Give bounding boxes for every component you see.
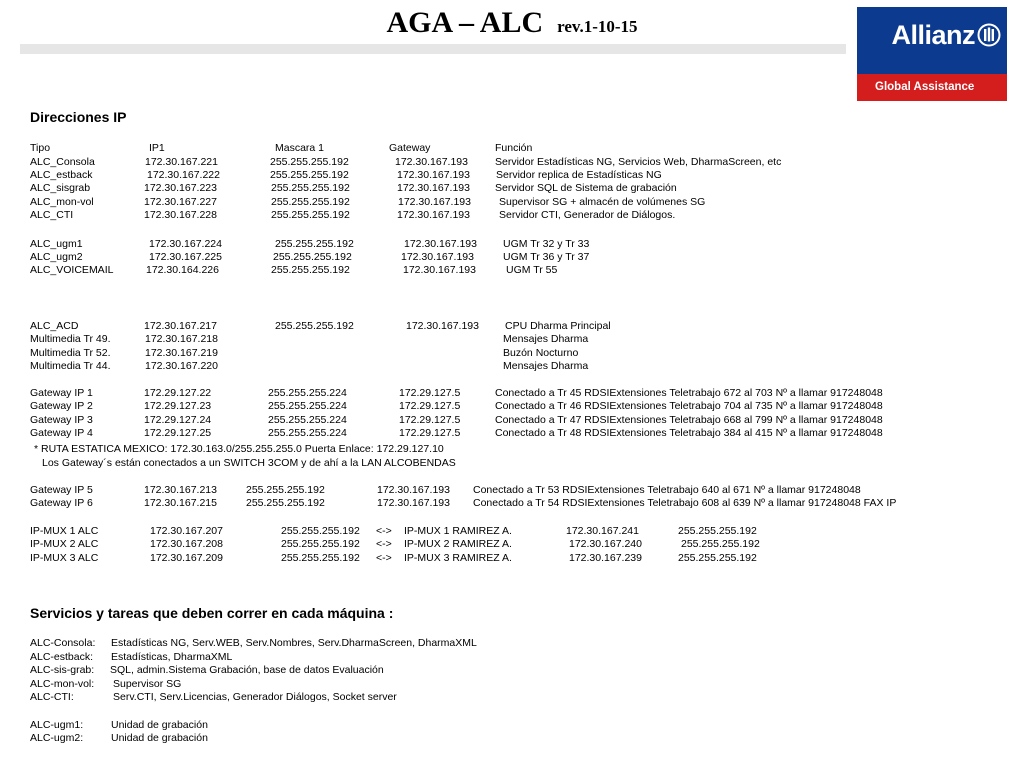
cell-funcion: UGM Tr 32 y Tr 33: [503, 238, 590, 250]
cell-mascara: 255.255.255.192: [246, 484, 325, 496]
mux-remote-mask: 255.255.255.192: [681, 538, 760, 550]
service-description: Supervisor SG: [113, 678, 182, 690]
mux-remote-mask: 255.255.255.192: [678, 552, 757, 564]
cell-gateway: 172.30.167.193: [377, 497, 450, 509]
mux-link-arrow: <->: [376, 538, 392, 550]
cell-gateway: 172.29.127.5: [399, 414, 461, 426]
cell-tipo: Gateway IP 6: [30, 497, 93, 509]
service-host-label: ALC-estback:: [30, 651, 94, 663]
service-host-label: ALC-CTI:: [30, 691, 74, 703]
cell-ip1: 172.30.167.228: [144, 209, 217, 221]
cell-ip1: 172.29.127.23: [144, 400, 212, 412]
cell-tipo: ALC_ugm1: [30, 238, 83, 250]
cell-mascara: 255.255.255.224: [268, 427, 347, 439]
column-header-mascara: Mascara 1: [275, 142, 325, 154]
cell-gateway: 172.29.127.5: [399, 400, 461, 412]
service-host-label: ALC-Consola:: [30, 637, 96, 649]
cell-mascara: 255.255.255.192: [270, 156, 349, 168]
cell-funcion: CPU Dharma Principal: [505, 320, 611, 332]
cell-ip1: 172.30.167.223: [144, 182, 217, 194]
mux-local-name: IP-MUX 1 ALC: [30, 525, 99, 537]
cell-tipo: Gateway IP 4: [30, 427, 93, 439]
service-description: Unidad de grabación: [111, 719, 208, 731]
cell-mascara: 255.255.255.224: [268, 400, 347, 412]
service-host-label: ALC-ugm1:: [30, 719, 84, 731]
service-host-label: ALC-ugm2:: [30, 732, 84, 744]
cell-funcion: Supervisor SG + almacén de volúmenes SG: [499, 196, 706, 208]
cell-tipo: ALC_mon-vol: [30, 196, 94, 208]
cell-funcion: UGM Tr 36 y Tr 37: [503, 251, 590, 263]
service-host-label: ALC-mon-vol:: [30, 678, 95, 690]
cell-tipo: ALC_CTI: [30, 209, 74, 221]
cell-gateway: 172.30.167.193: [397, 209, 470, 221]
cell-gateway: 172.30.167.193: [401, 251, 474, 263]
cell-mascara: 255.255.255.192: [246, 497, 325, 509]
cell-funcion: Mensajes Dharma: [503, 360, 589, 372]
cell-tipo: ALC_sisgrab: [30, 182, 91, 194]
title-main: AGA – ALC: [386, 6, 544, 39]
service-description: Serv.CTI, Serv.Licencias, Generador Diálogos, Socket server: [113, 691, 397, 703]
cell-mascara: 255.255.255.192: [271, 196, 350, 208]
cell-tipo: Gateway IP 1: [30, 387, 93, 399]
mux-remote-mask: 255.255.255.192: [678, 525, 757, 537]
mux-remote-name: IP-MUX 1 RAMIREZ A.: [404, 525, 512, 537]
cell-ip1: 172.30.167.222: [147, 169, 220, 181]
cell-ip1: 172.30.167.218: [145, 333, 218, 345]
cell-mascara: 255.255.255.192: [275, 238, 354, 250]
cell-ip1: 172.30.167.215: [144, 497, 217, 509]
mux-local-mask: 255.255.255.192: [281, 552, 360, 564]
cell-ip1: 172.30.167.225: [149, 251, 222, 263]
cell-funcion: Conectado a Tr 45 RDSIExtensiones Teletrabajo 672 al 703 Nº a llamar 917248048: [495, 387, 883, 399]
cell-tipo: Multimedia Tr 52.: [30, 347, 111, 359]
service-description: Estadísticas, DharmaXML: [111, 651, 233, 663]
cell-tipo: Multimedia Tr 44.: [30, 360, 111, 372]
cell-gateway: 172.30.167.193: [395, 156, 468, 168]
cell-funcion: Conectado a Tr 54 RDSIExtensiones Teletrabajo 608 al 639 Nº a llamar 917248048 FAX IP: [473, 497, 897, 509]
cell-gateway: 172.30.167.193: [397, 182, 470, 194]
mux-local-mask: 255.255.255.192: [281, 538, 360, 550]
mux-remote-ip: 172.30.167.239: [569, 552, 642, 564]
column-header-funcion: Función: [495, 142, 533, 154]
title-revision: rev.1-10-15: [557, 17, 638, 36]
cell-ip1: 172.30.167.227: [144, 196, 217, 208]
mux-remote-ip: 172.30.167.240: [569, 538, 642, 550]
section-heading-services: Servicios y tareas que deben correr en cada máquina :: [30, 605, 394, 621]
column-header-tipo: Tipo: [30, 142, 51, 154]
cell-mascara: 255.255.255.192: [271, 264, 350, 276]
cell-ip1: 172.30.167.219: [145, 347, 218, 359]
service-description: SQL, admin.Sistema Grabación, base de datos Evaluación: [110, 664, 384, 676]
section-heading-ip: Direcciones IP: [30, 109, 127, 125]
cell-funcion: Conectado a Tr 46 RDSIExtensiones Teletrabajo 704 al 735 Nº a llamar 917248048: [495, 400, 883, 412]
cell-mascara: 255.255.255.192: [270, 169, 349, 181]
mux-local-ip: 172.30.167.207: [150, 525, 223, 537]
cell-tipo: Gateway IP 2: [30, 400, 93, 412]
cell-funcion: Servidor replica de Estadísticas NG: [496, 169, 662, 181]
cell-mascara: 255.255.255.192: [275, 320, 354, 332]
cell-gateway: 172.30.167.193: [404, 238, 477, 250]
cell-tipo: Multimedia Tr 49.: [30, 333, 111, 345]
mux-remote-ip: 172.30.167.241: [566, 525, 639, 537]
service-description: Unidad de grabación: [111, 732, 208, 744]
cell-tipo: ALC_estback: [30, 169, 93, 181]
mux-remote-name: IP-MUX 2 RAMIREZ A.: [404, 538, 512, 550]
cell-gateway: 172.30.167.193: [406, 320, 479, 332]
cell-funcion: UGM Tr 55: [506, 264, 558, 276]
cell-tipo: ALC_Consola: [30, 156, 95, 168]
mux-link-arrow: <->: [376, 525, 392, 537]
cell-funcion: Conectado a Tr 48 RDSIExtensiones Teletrabajo 384 al 415 Nº a llamar 917248048: [495, 427, 883, 439]
mux-local-ip: 172.30.167.208: [150, 538, 223, 550]
cell-funcion: Conectado a Tr 53 RDSIExtensiones Teletrabajo 640 al 671 Nº a llamar 917248048: [473, 484, 861, 496]
cell-gateway: 172.30.167.193: [398, 196, 471, 208]
cell-mascara: 255.255.255.224: [268, 387, 347, 399]
cell-gateway: 172.30.167.193: [403, 264, 476, 276]
mux-local-name: IP-MUX 2 ALC: [30, 538, 99, 550]
cell-funcion: Mensajes Dharma: [503, 333, 589, 345]
mux-local-mask: 255.255.255.192: [281, 525, 360, 537]
column-header-ip1: IP1: [149, 142, 165, 154]
static-route-note: * RUTA ESTATICA MEXICO: 172.30.163.0/255.255.255.0 Puerta Enlace: 172.29.127.10: [34, 443, 444, 455]
cell-tipo: ALC_ugm2: [30, 251, 83, 263]
cell-gateway: 172.30.167.193: [377, 484, 450, 496]
cell-funcion: Servidor Estadísticas NG, Servicios Web, DharmaScreen, etc: [495, 156, 782, 168]
cell-funcion: Servidor CTI, Generador de Diálogos.: [499, 209, 676, 221]
cell-ip1: 172.30.164.226: [146, 264, 219, 276]
title-bar-background: [20, 44, 846, 54]
mux-local-ip: 172.30.167.209: [150, 552, 223, 564]
cell-ip1: 172.30.167.220: [145, 360, 218, 372]
gateway-switch-note: Los Gateway´s están conectados a un SWITCH 3COM y de ahí a la LAN ALCOBENDAS: [42, 457, 456, 469]
cell-gateway: 172.29.127.5: [399, 427, 461, 439]
cell-tipo: Gateway IP 5: [30, 484, 93, 496]
cell-ip1: 172.29.127.24: [144, 414, 212, 426]
cell-mascara: 255.255.255.192: [273, 251, 352, 263]
mux-link-arrow: <->: [376, 552, 392, 564]
cell-funcion: Conectado a Tr 47 RDSIExtensiones Teletrabajo 668 al 799 Nº a llamar 917248048: [495, 414, 883, 426]
logo-subtitle: Global Assistance: [857, 74, 1007, 101]
cell-ip1: 172.30.167.217: [144, 320, 217, 332]
cell-tipo: Gateway IP 3: [30, 414, 93, 426]
service-host-label: ALC-sis-grab:: [30, 664, 95, 676]
allianz-logo: [857, 7, 1007, 101]
logo-brand-text: Allianz: [891, 20, 975, 50]
cell-gateway: 172.29.127.5: [399, 387, 461, 399]
cell-gateway: 172.30.167.193: [397, 169, 470, 181]
service-description: Estadísticas NG, Serv.WEB, Serv.Nombres, Serv.DharmaScreen, DharmaXML: [111, 637, 477, 649]
column-header-gateway: Gateway: [389, 142, 431, 154]
cell-funcion: Buzón Nocturno: [503, 347, 579, 359]
cell-ip1: 172.30.167.224: [149, 238, 222, 250]
cell-mascara: 255.255.255.192: [271, 182, 350, 194]
mux-remote-name: IP-MUX 3 RAMIREZ A.: [404, 552, 512, 564]
cell-mascara: 255.255.255.192: [271, 209, 350, 221]
cell-ip1: 172.29.127.22: [144, 387, 212, 399]
cell-ip1: 172.29.127.25: [144, 427, 212, 439]
cell-ip1: 172.30.167.221: [145, 156, 218, 168]
cell-funcion: Servidor SQL de Sistema de grabación: [495, 182, 677, 194]
allianz-eagle-icon: [977, 23, 1001, 47]
cell-tipo: ALC_VOICEMAIL: [30, 264, 114, 276]
mux-local-name: IP-MUX 3 ALC: [30, 552, 99, 564]
cell-ip1: 172.30.167.213: [144, 484, 217, 496]
cell-tipo: ALC_ACD: [30, 320, 79, 332]
cell-mascara: 255.255.255.224: [268, 414, 347, 426]
